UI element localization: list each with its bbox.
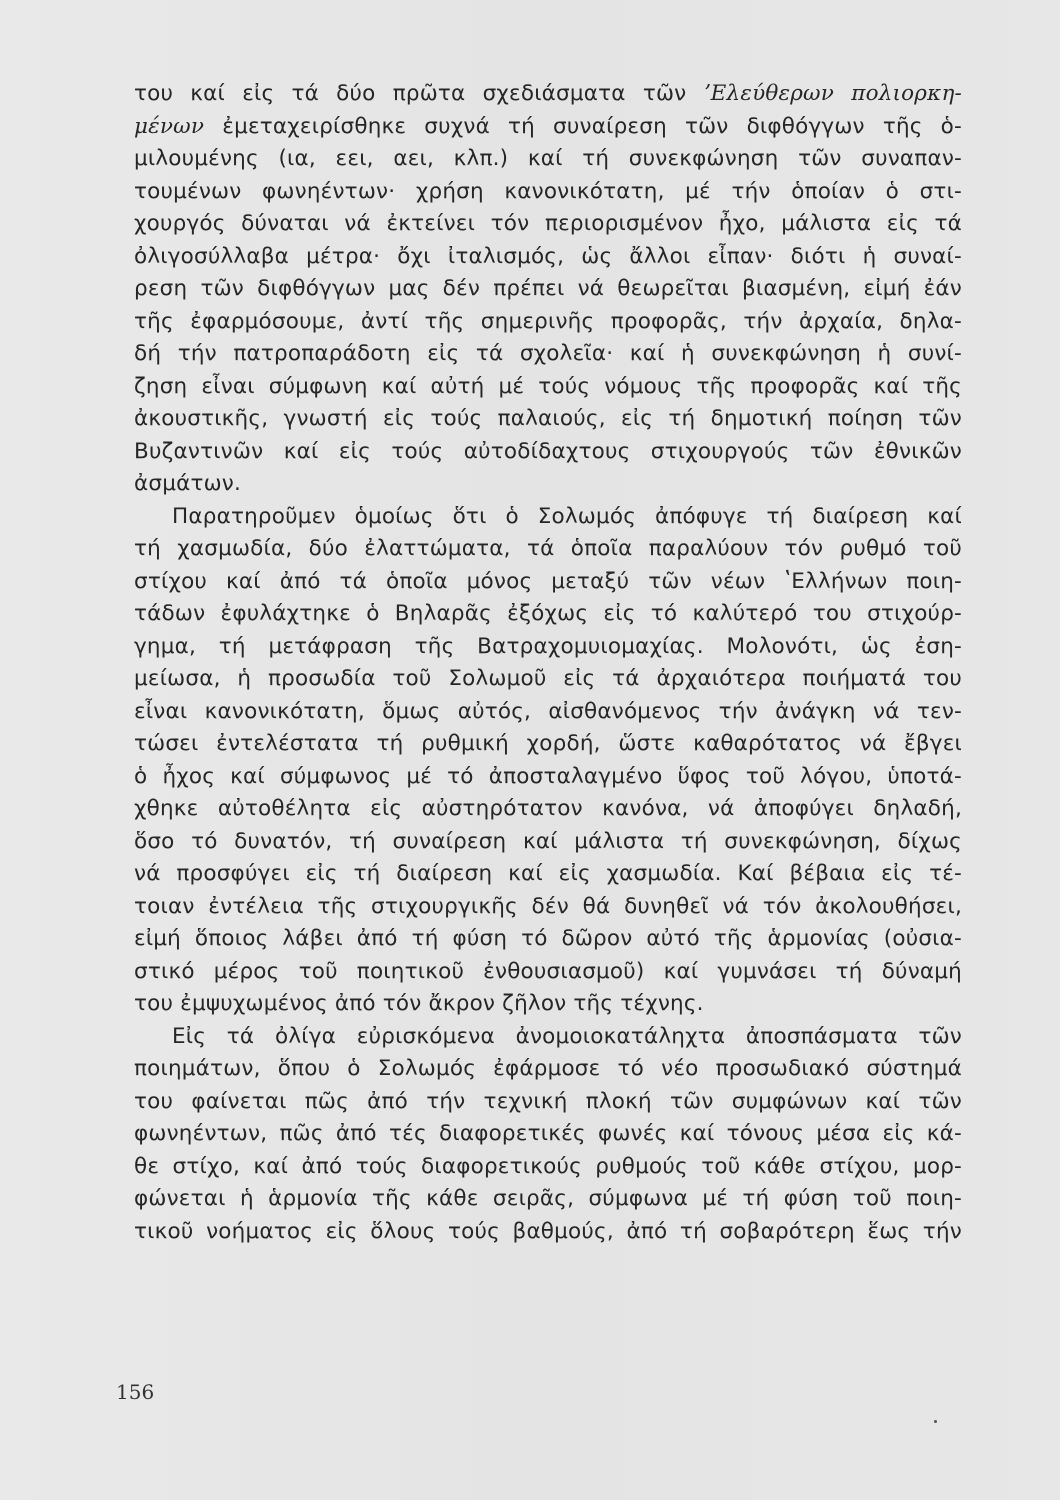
text-line [134, 728, 962, 761]
line-text: τή χασμωδία, δύο ἐλαττώματα, τά ὁποῖα παραλύουν τόν ρυθμό τοῦ [134, 536, 962, 561]
text-line [134, 468, 962, 501]
text-line [134, 956, 962, 989]
text-line [134, 533, 962, 566]
text-line [134, 891, 962, 924]
text-line [134, 1021, 962, 1054]
text-line [134, 696, 962, 729]
line-text: γημα, τή μετάφραση τῆς Βατραχομυιομαχίας. Μολονότι, ὡς ἐση- [134, 633, 962, 659]
line-text: του φαίνεται πῶς ἀπό τήν τεχνική πλοκή τῶν συμφώνων καί τῶν [134, 1088, 962, 1114]
text-line [134, 501, 962, 534]
line-text: φώνεται ἡ ἁρμονία τῆς κάθε σειρᾶς, σύμφωνα μέ τή φύση τοῦ ποιη- [134, 1186, 962, 1211]
page-number: 156 [116, 1380, 155, 1404]
text-line [134, 208, 962, 241]
line-text: ὁ ἦχος καί σύμφωνος μέ τό ἀποσταλαγμένο ὕφος τοῦ λόγου, ὑποτά- [134, 763, 962, 789]
line-text: ἀκουστικῆς, γνωστή εἰς τούς παλαιούς, εἰς τή δημοτική ποίηση τῶν [134, 406, 962, 431]
line-text: στίχου καί ἀπό τά ὁποῖα μόνος μεταξύ τῶν νέων ʽΕλλήνων ποιη- [134, 568, 962, 594]
text-line [134, 1216, 962, 1249]
line-text: τάδων ἐφυλάχτηκε ὁ Βηλαρᾶς ἐξόχως εἰς τό καλύτερό του στιχούρ- [134, 601, 962, 626]
line-text: τῆς ἐφαρμόσουμε, ἀντί τῆς σημερινῆς προφορᾶς, τήν ἀρχαία, δηλα- [134, 308, 962, 334]
text-line [134, 111, 962, 144]
line-text: τοιαν ἐντέλεια τῆς στιχουργικῆς δέν θά δυνηθεῖ νά τόν ἀκολουθήσει, [134, 893, 962, 919]
text-line [134, 761, 962, 794]
line-text: Βυζαντινῶν καί εἰς τούς αὐτοδίδαχτους στιχουργούς τῶν ἐθνικῶν [134, 438, 962, 464]
text-line [134, 631, 962, 664]
text-line [134, 1183, 962, 1216]
line-text: τώσει ἐντελέστατα τή ρυθμική χορδή, ὥστε καθαρότατος νά ἔβγει [134, 731, 962, 756]
text-line [134, 78, 962, 111]
text-line [134, 1151, 962, 1184]
text-line [134, 143, 962, 176]
line-text: του ἐμψυχωμένος ἀπό τόν ἄκρον ζῆλον τῆς τέχνης. [134, 991, 704, 1016]
text-line [134, 826, 962, 859]
line-text: νά προσφύγει εἰς τή διαίρεση καί εἰς χασμωδία. Καί βέβαια εἰς τέ- [134, 861, 962, 886]
line-text: τουμένων φωνηέντων· χρήση κανονικότατη, μέ τήν ὁποίαν ὁ στι- [134, 178, 962, 204]
text-line [134, 566, 962, 599]
line-text: ὅσο τό δυνατόν, τή συναίρεση καί μάλιστα τή συνεκφώνηση, δίχως [134, 828, 962, 854]
text-line [134, 663, 962, 696]
line-text: ζηση εἶναι σύμφωνη καί αὐτή μέ τούς νόμους τῆς προφορᾶς καί τῆς [134, 373, 962, 399]
text-line [134, 988, 962, 1021]
body-text [134, 78, 962, 1248]
text-line [134, 403, 962, 436]
line-text: φωνηέντων, πῶς ἀπό τές διαφορετικές φωνές καί τόνους μέσα εἰς κά- [134, 1121, 962, 1146]
text-line [134, 1086, 962, 1119]
line-text: μιλουμένης (ια, εει, αει, κλπ.) καί τή συνεκφώνηση τῶν συναπαν- [134, 146, 962, 171]
line-text: ἐμεταχειρίσθηκε συχνά τή συναίρεση τῶν διφθόγγων τῆς ὁ- [222, 113, 962, 139]
text-line [134, 858, 962, 891]
line-text: ὀλιγοσύλλαβα μέτρα· ὄχι ἰταλισμός, ὡς ἄλλοι εἶπαν· διότι ἡ συναί- [134, 243, 962, 269]
line-text: Εἰς τά ὀλίγα εὐρισκόμενα ἀνομοιοκατάληχτα ἀποσπάσματα τῶν [172, 1023, 962, 1049]
text-line [134, 273, 962, 306]
line-text: στικό μέρος τοῦ ποιητικοῦ ἐνθουσιασμοῦ) καί γυμνάσει τή δύναμή [134, 958, 962, 984]
line-text: ἀσμάτων. [134, 471, 242, 496]
line-text: ποιημάτων, ὅπου ὁ Σολωμός ἐφάρμοσε τό νέο προσωδιακό σύστημά [134, 1056, 962, 1081]
italic-title-fragment: ʼΕλεύθερων πολιορκη- [703, 81, 962, 106]
line-text: εἰμή ὅποιος λάβει ἀπό τή φύση τό δῶρον αὐτό τῆς ἁρμονίας (οὐσια- [134, 926, 962, 951]
text-line [134, 793, 962, 826]
text-line [134, 598, 962, 631]
text-line [134, 436, 962, 469]
line-text: ρεση τῶν διφθόγγων μας δέν πρέπει νά θεωρεῖται βιασμένη, εἰμή ἐάν [134, 276, 962, 301]
line-text: τικοῦ νοήματος εἰς ὅλους τούς βαθμούς, ἀπό τή σοβαρότερη ἕως τήν [134, 1218, 962, 1244]
line-text: χθηκε αὐτοθέλητα εἰς αὐστηρότατον κανόνα, νά ἀποφύγει δηλαδή, [134, 796, 962, 821]
line-text: του καί εἰς τά δύο πρῶτα σχεδιάσματα τῶν [134, 81, 687, 106]
line-text: χουργός δύναται νά ἐκτείνει τόν περιορισμένον ἦχο, μάλιστα εἰς τά [134, 211, 962, 236]
text-line [134, 1118, 962, 1151]
line-text: θε στίχο, καί ἀπό τούς διαφορετικούς ρυθμούς τοῦ κάθε στίχου, μορ- [134, 1153, 962, 1179]
line-text: μείωσα, ἡ προσωδία τοῦ Σολωμοῦ εἰς τά ἀρχαιότερα ποιήματά του [134, 666, 962, 691]
text-line [134, 306, 962, 339]
italic-title-fragment: μένων [134, 113, 205, 139]
line-text: δή τήν πατροπαράδοτη εἰς τά σχολεῖα· καί ἡ συνεκφώνηση ἡ συνί- [134, 341, 962, 366]
text-line [134, 338, 962, 371]
text-line [134, 241, 962, 274]
text-line [134, 371, 962, 404]
ink-speck [934, 1420, 937, 1423]
text-line [134, 1053, 962, 1086]
line-text: Παρατηροῦμεν ὁμοίως ὅτι ὁ Σολωμός ἀπόφυγε τή διαίρεση καί [172, 503, 962, 529]
text-line [134, 923, 962, 956]
text-line [134, 176, 962, 209]
line-text: εἶναι κανονικότατη, ὅμως αὐτός, αἰσθανόμενος τήν ἀνάγκη νά τεν- [134, 698, 962, 724]
